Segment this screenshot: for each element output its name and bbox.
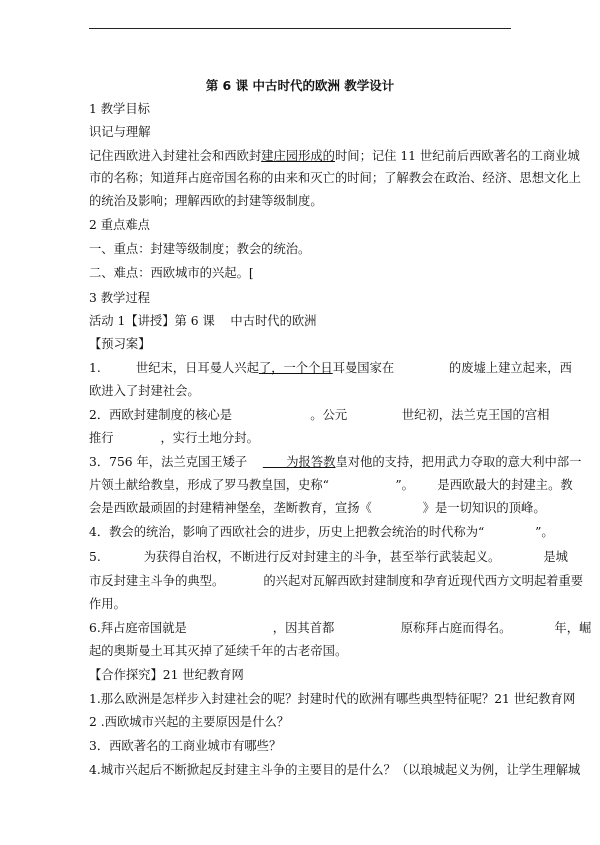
section-heading-process: 3 教学过程	[89, 291, 150, 305]
text-span: 1. 世纪末，日耳曼人兴起	[89, 361, 259, 375]
paragraph-line: 的统治及影响；理解西欧的封建等级制度。	[89, 194, 323, 208]
discussion-question-2: 2 .西欧城市兴起的主要原因是什么？	[89, 715, 290, 729]
question-3-cont: 会是西欧最顽固的封建精神堡垒，垄断教育，宣扬《 》是一切知识的顶峰。	[89, 501, 546, 515]
question-2-cont: 推行 ，实行土地分封。	[89, 431, 259, 445]
discussion-question-3: 3．西欧著名的工商业城市有哪些？	[89, 739, 282, 753]
question-6-cont: 起的奥斯曼土耳其灭掉了延续千年的古老帝国。	[89, 644, 348, 658]
discussion-question-4: 4.城市兴起后不断掀起反封建主斗争的主要目的是什么？（以琅城起义为例，让学生理解城	[89, 763, 581, 777]
key-point-line: 一、重点：封建等级制度；教会的统治。	[89, 242, 311, 256]
page-title: 第 6 课 中古时代的欧洲 教学设计	[205, 78, 395, 93]
text-span: 3．756 年，法兰克国王矮子	[89, 455, 263, 469]
preview-heading: 【预习案】	[89, 337, 151, 351]
text-span: 耳曼国家在 的废墟上建立起来，西	[332, 361, 572, 375]
question-1-cont: 欧进入了封建社会。	[89, 384, 200, 398]
question-3	[89, 454, 581, 470]
discussion-question-1: 1.那么欧洲是怎样步入封建社会的呢？封建时代的欧洲有哪些典型特征呢？21 世纪教育网	[89, 692, 576, 706]
question-5-cont: 市反封建主斗争的典型。 的兴起对瓦解西欧封建制度和孕育近现代西方文明起着重要	[89, 574, 584, 588]
question-5: 5. 为获得自治权，不断进行反对封建主的斗争，甚至举行武装起义。 是城	[89, 550, 568, 564]
underlined-text: 为报答教	[262, 455, 336, 469]
text-span: 记住西欧进入封建社会和西欧封	[89, 149, 262, 163]
paragraph-line	[89, 148, 580, 164]
activity-line: 活动 1【讲授】第 6 课 中古时代的欧洲	[89, 314, 317, 328]
text-span: 时间；记住 11 世纪前后西欧著名的工商业城	[334, 149, 580, 163]
question-6: 6.拜占庭帝国就是 ，因其首都 原称拜占庭而得名。 年，崛	[89, 621, 592, 635]
underlined-text: 建庄园形成的	[261, 149, 335, 163]
question-5-cont: 作用。	[89, 597, 126, 611]
subheading-memorize: 识记与理解	[89, 125, 151, 139]
cooperative-heading: 【合作探究】21 世纪教育网	[89, 668, 244, 682]
question-3-cont: 片领土献给教皇，形成了罗马教皇国，史称“ ”。 是西欧最大的封建主。教	[89, 478, 573, 492]
question-2: 2．西欧封建制度的核心是 。公元 世纪初，法兰克王国的宫相	[89, 408, 550, 422]
paragraph-line: 市的名称；知道拜占庭帝国名称的由来和灭亡的时间；了解教会在政治、经济、思想文化上	[89, 171, 581, 185]
difficulty-line: 二、难点：西欧城市的兴起。[	[89, 266, 254, 280]
section-heading-objectives: 1 教学目标	[89, 102, 150, 116]
question-4: 4．教会的统治，影响了西欧社会的进步，历史上把教会统治的时代称为“ ”。	[89, 525, 554, 539]
section-heading-key-points: 2 重点难点	[89, 218, 150, 232]
underlined-text: 了，一个个日	[258, 361, 333, 375]
text-span: 皇对他的支持，把用武力夺取的意大利中部一	[335, 455, 582, 469]
header-rule	[89, 28, 511, 29]
question-1	[89, 360, 572, 376]
